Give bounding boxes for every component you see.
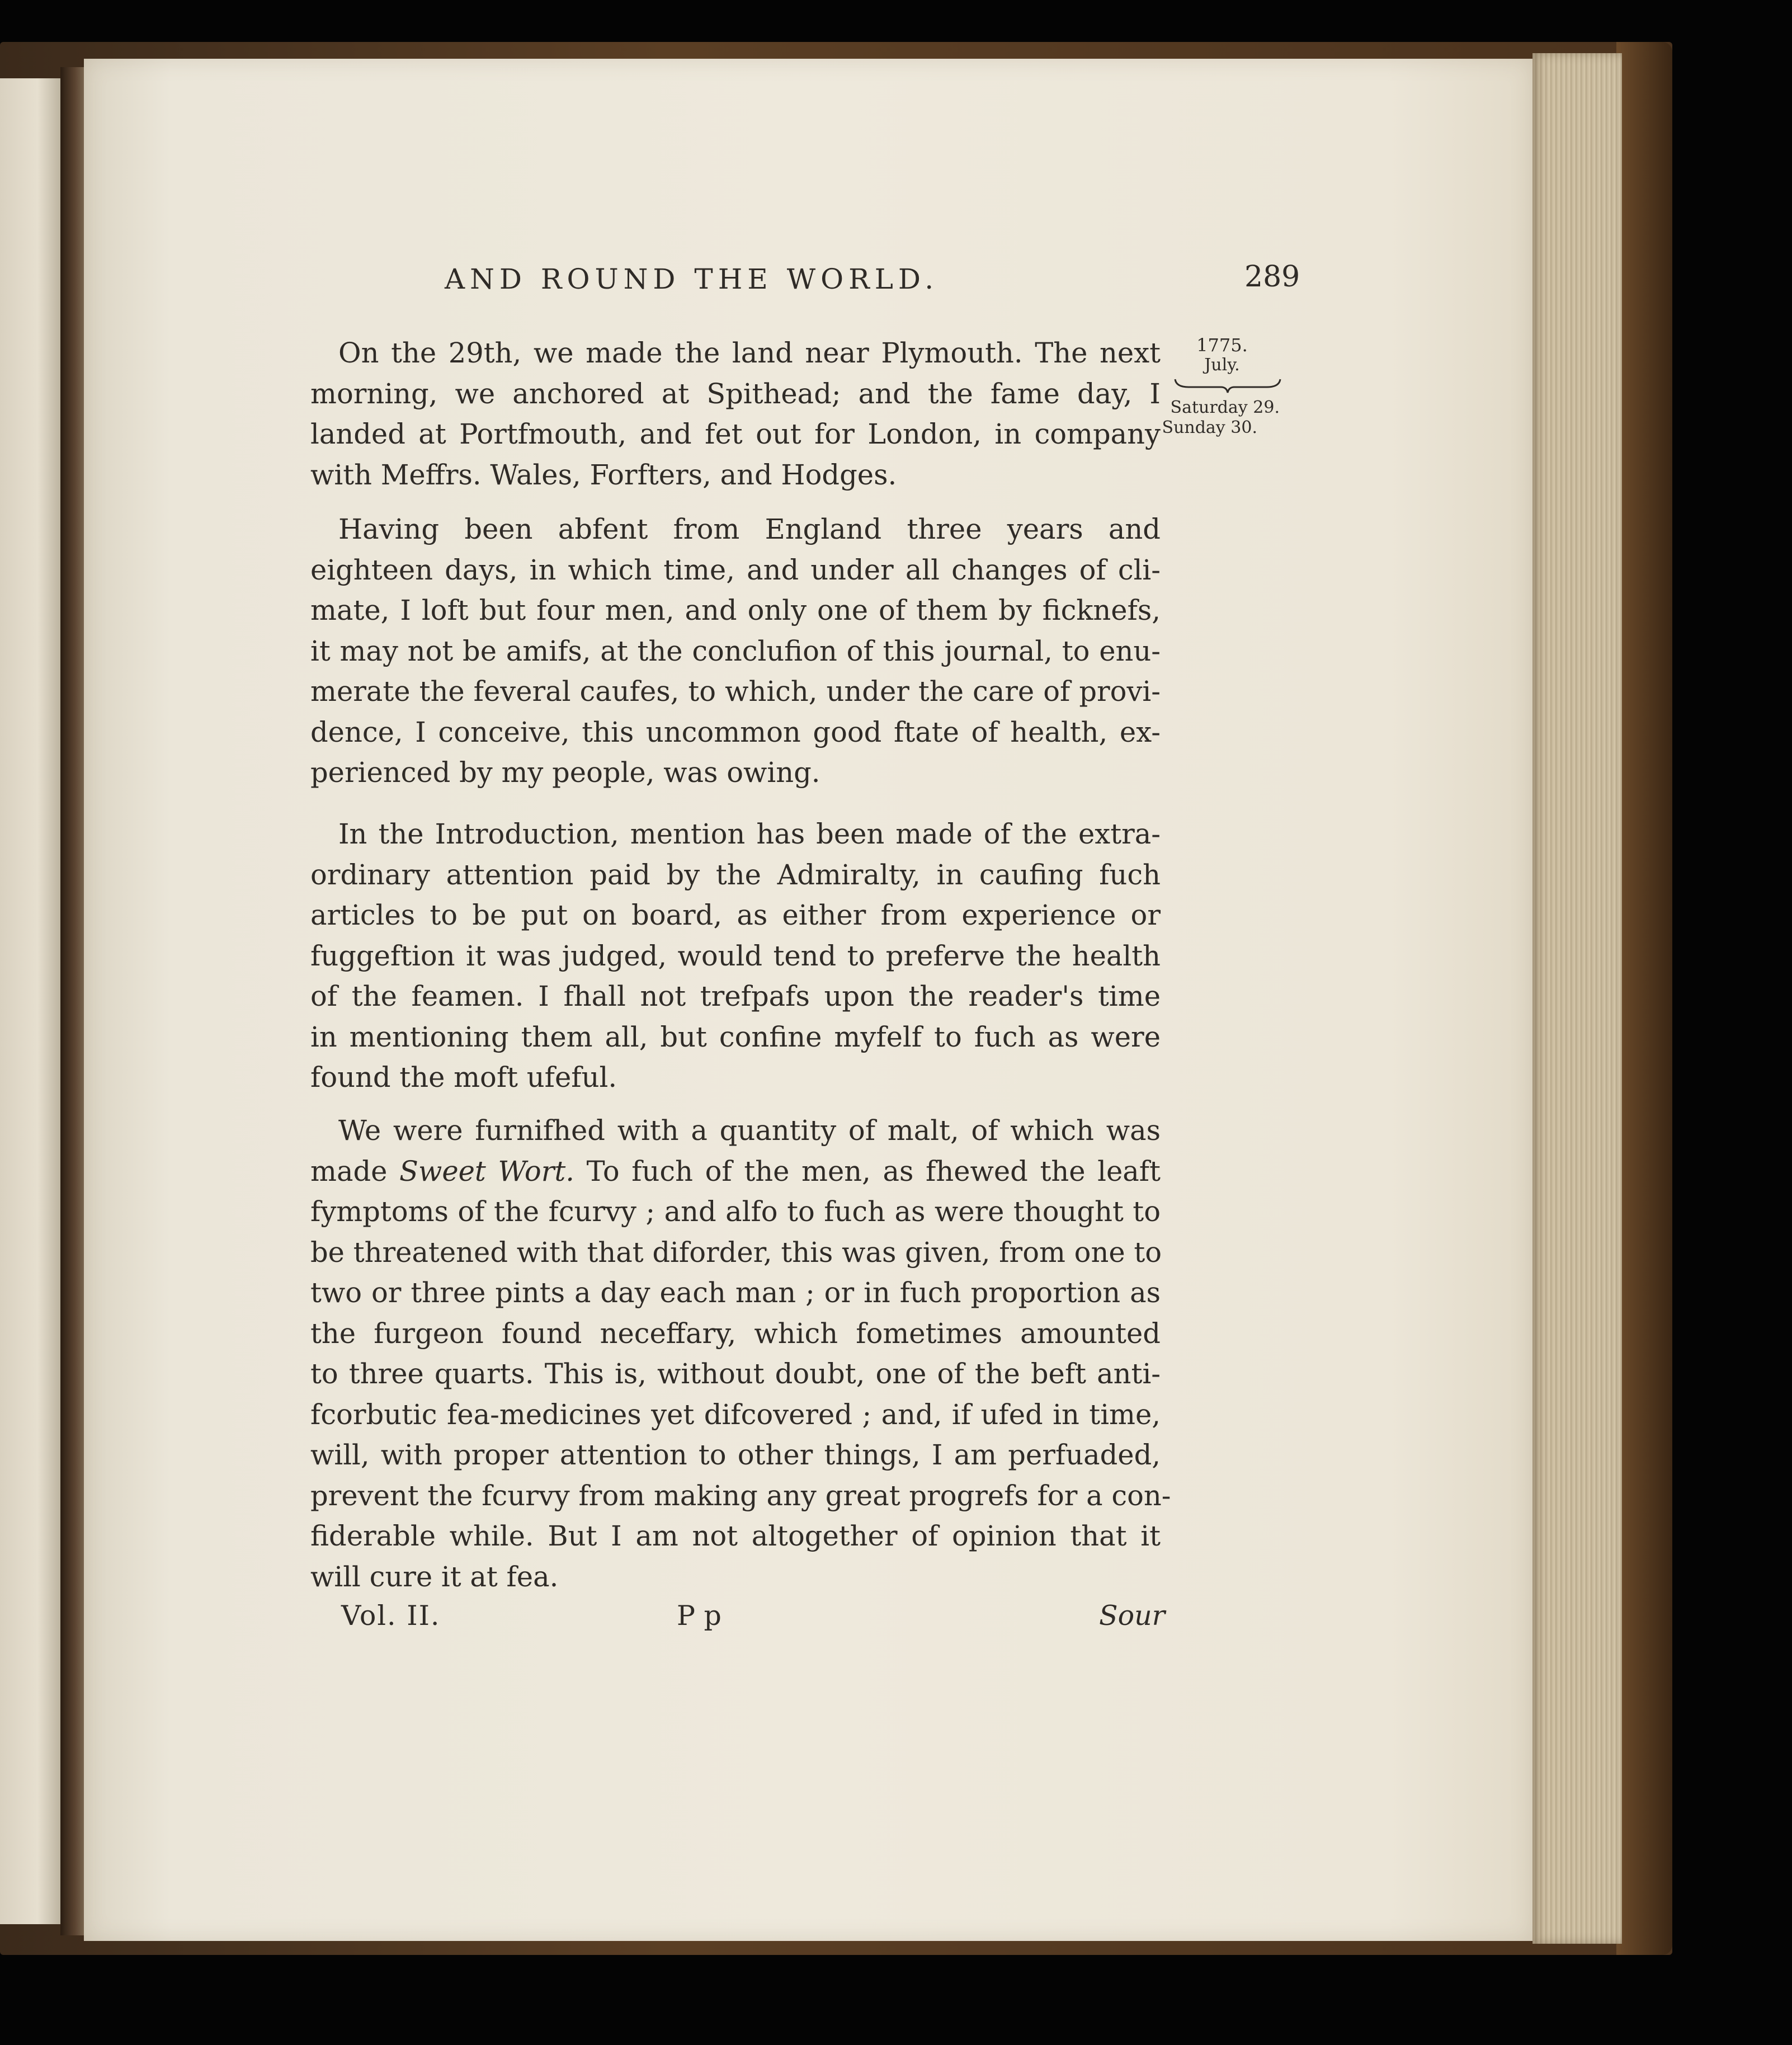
- text-line: to three quarts. This is, without doubt, one of the beft anti-: [310, 1358, 1161, 1390]
- paragraph-2: [310, 509, 1161, 793]
- page-number: 289: [1244, 260, 1300, 294]
- paragraph-1: [310, 333, 1161, 495]
- margin-month: July.: [1204, 355, 1240, 375]
- text-line: In the Introduction, mention has been made of the extra-: [338, 818, 1161, 850]
- text-run: To fuch of the men, as fhewed the leaft: [574, 1155, 1161, 1188]
- text-line: in mentioning them all, but confine myfelf to fuch as were: [310, 1020, 1161, 1053]
- text-line: of the feamen. I fhall not trefpafs upon the reader's time: [310, 980, 1161, 1012]
- margin-date-saturday: Saturday 29.: [1170, 398, 1280, 417]
- text-line: perienced by my people, was owing.: [310, 756, 820, 789]
- text-line: mate, I loft but four men, and only one of them by ficknefs,: [310, 594, 1161, 626]
- text-line: morning, we anchored at Spithead; and the fame day, I: [310, 377, 1161, 410]
- book-cover-edge: [1616, 42, 1672, 1955]
- footer-volume: Vol. II.: [341, 1600, 441, 1632]
- text-line: fuggeftion it was judged, would tend to preferve the health: [310, 939, 1161, 972]
- text-line: dence, I conceive, this uncommon good ftate of health, ex-: [310, 715, 1161, 748]
- left-page-edge: [0, 78, 63, 1924]
- text-line: fcorbutic fea-medicines yet difcovered ; and, if ufed in time,: [310, 1398, 1161, 1431]
- margin-date-sunday: Sunday 30.: [1162, 418, 1257, 437]
- text-line: fymptoms of the fcurvy ; and alfo to fuch as were thought to: [310, 1195, 1161, 1228]
- text-line: two or three pints a day each man ; or in fuch proportion as: [310, 1276, 1161, 1309]
- italic-term: Sweet Wort.: [399, 1155, 575, 1188]
- text-line: eighteen days, in which time, and under all changes of cli-: [310, 553, 1161, 586]
- paragraph-4: [310, 1110, 1171, 1597]
- text-line: landed at Portfmouth, and fet out for London, in company: [310, 418, 1161, 450]
- text-line: merate the feveral caufes, to which, under the care of provi-: [310, 675, 1161, 708]
- text-line: it may not be amifs, at the conclufion of this journal, to enu-: [310, 634, 1161, 667]
- text-run: made: [310, 1155, 400, 1188]
- text-line: We were furnifhed with a quantity of malt, of which was: [338, 1114, 1161, 1147]
- text-line: articles to be put on board, as either from experience or: [310, 899, 1161, 931]
- text-line: the furgeon found neceffary, which fometimes amounted: [310, 1317, 1161, 1350]
- text-line: fiderable while. But I am not altogether of opinion that it: [310, 1520, 1161, 1552]
- footer-signature: P p: [677, 1600, 721, 1632]
- paragraph-3: [310, 814, 1161, 1098]
- text-line: On the 29th, we made the land near Plymouth. The next: [338, 337, 1161, 369]
- text-line: [310, 1151, 1161, 1192]
- text-line: will, with proper attention to other things, I am perfuaded,: [310, 1439, 1161, 1471]
- margin-brace-icon: [1172, 376, 1284, 395]
- footer-catchword: Sour: [1099, 1600, 1166, 1632]
- text-line: will cure it at fea.: [310, 1560, 559, 1593]
- text-line: found the moft ufeful.: [310, 1061, 617, 1094]
- text-line: Having been abfent from England three years and: [338, 513, 1161, 545]
- text-line: prevent the fcurvy from making any great progrefs for a con-: [310, 1479, 1171, 1512]
- text-line: be threatened with that diforder, this was given, from one to: [310, 1236, 1162, 1269]
- text-line: with Meffrs. Wales, Forfters, and Hodges.: [310, 458, 897, 491]
- page-fore-edge: [1532, 53, 1622, 1944]
- margin-year: 1775.: [1196, 334, 1248, 356]
- text-line: ordinary attention paid by the Admiralty, in caufing fuch: [310, 858, 1161, 891]
- running-title: AND ROUND THE WORLD.: [445, 263, 939, 295]
